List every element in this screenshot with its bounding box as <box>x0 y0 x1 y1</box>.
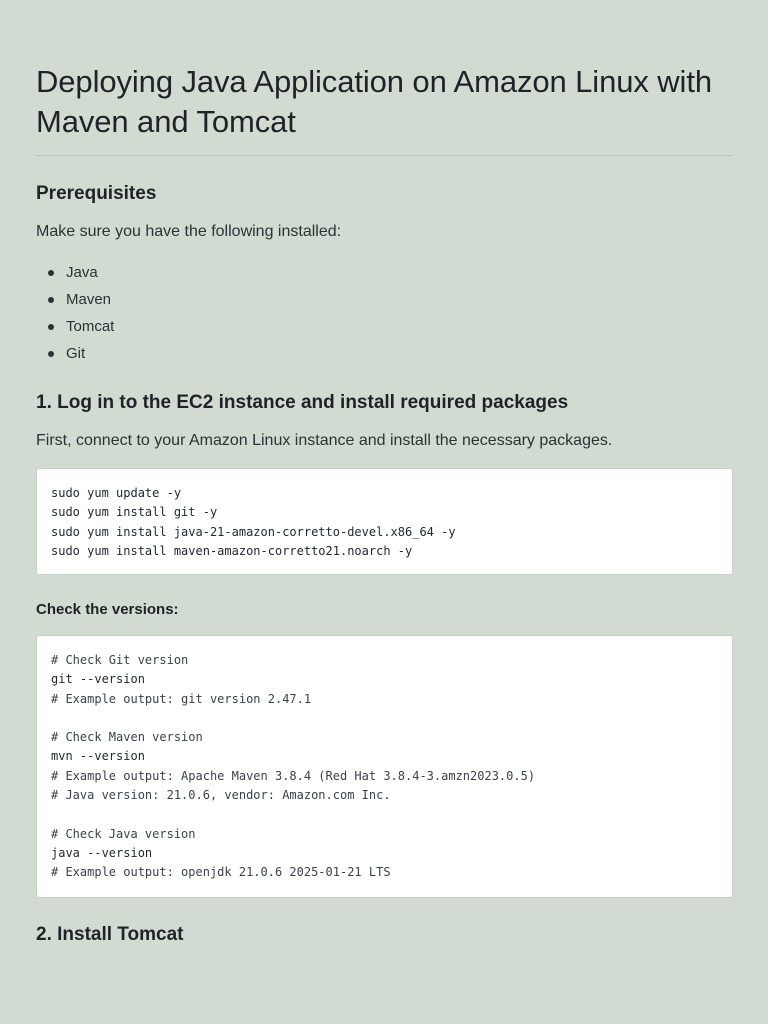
code-line: java --version <box>51 845 153 860</box>
bullet-icon <box>48 270 54 276</box>
list-item-label: Git <box>66 345 86 362</box>
list-item <box>36 340 733 367</box>
bullet-icon <box>48 324 54 330</box>
code-line: sudo yum install git -y <box>51 505 218 520</box>
code-line: sudo yum install java-21-amazon-corretto-devel.x86_64 -y <box>51 524 456 539</box>
list-item <box>36 286 733 313</box>
version-check-code <box>51 651 718 883</box>
step1-heading: 1. Log in to the EC2 instance and install required packages <box>36 392 569 413</box>
prerequisites-intro: Make sure you have the following installed: <box>36 223 342 240</box>
install-code-block[interactable] <box>36 468 733 575</box>
code-comment: # Example output: openjdk 21.0.6 2025-01-21 LTS <box>51 865 391 880</box>
code-comment: # Java version: 21.0.6, vendor: Amazon.com Inc. <box>51 788 391 803</box>
list-item <box>36 313 733 340</box>
title-divider <box>36 155 733 156</box>
code-comment: # Check Maven version <box>51 730 203 745</box>
check-versions-heading: Check the versions: <box>36 601 179 618</box>
code-comment: # Check Git version <box>51 653 189 667</box>
code-comment: # Example output: git version 2.47.1 <box>51 691 312 706</box>
code-line: mvn --version <box>51 749 145 764</box>
step1-description: First, connect to your Amazon Linux instance and install the necessary packages. <box>36 432 613 449</box>
list-item <box>36 259 733 286</box>
code-line: sudo yum install maven-amazon-corretto21.noarch -y <box>51 543 413 558</box>
code-comment: # Check Java version <box>51 826 196 841</box>
step2-heading: 2. Install Tomcat <box>36 924 184 945</box>
code-line: git --version <box>51 672 145 687</box>
list-item-label: Maven <box>66 291 112 308</box>
prerequisites-list <box>36 259 733 367</box>
code-line: sudo yum update -y <box>51 486 182 500</box>
bullet-icon <box>48 351 54 357</box>
code-comment: # Example output: Apache Maven 3.8.4 (Red Hat 3.8.4-3.amzn2023.0.5) <box>51 768 536 783</box>
list-item-label: Java <box>66 264 98 281</box>
version-check-code-block[interactable] <box>36 635 733 898</box>
install-code <box>51 484 718 561</box>
list-item-label: Tomcat <box>66 318 115 335</box>
prerequisites-heading: Prerequisites <box>36 183 157 204</box>
bullet-icon <box>48 297 54 303</box>
page-title: Deploying Java Application on Amazon Linux with Maven and Tomcat <box>36 64 712 139</box>
